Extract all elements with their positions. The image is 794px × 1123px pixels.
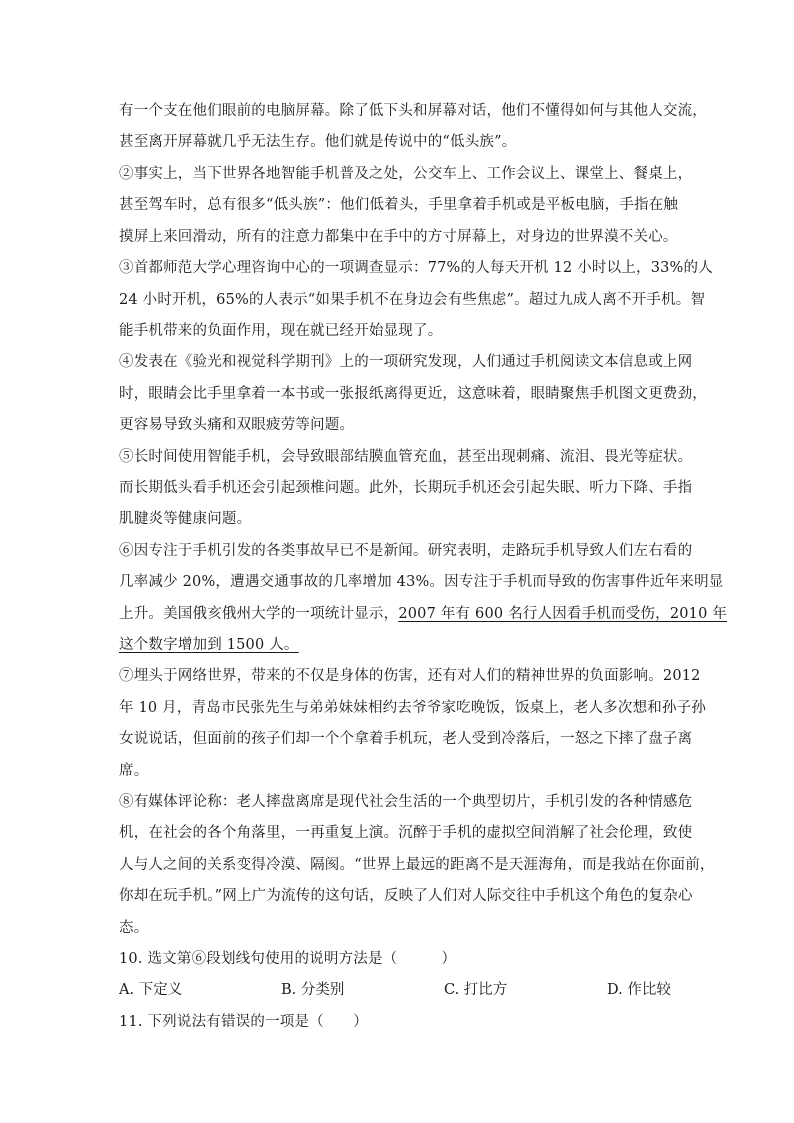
underlined-sentence: 2007 年有 600 名行人因看手机而受伤，2010 年	[398, 606, 728, 622]
passage-line: 甚至驾车时，总有很多“低头族”：他们低着头，手里拿着手机或是平板电脑，手指在触	[119, 197, 679, 213]
passage-line: 机，在社会的各个角落里，一再重复上演。沉醉于手机的虚拟空间消解了社会伦理，致使	[119, 825, 693, 841]
passage-line: 有一个支在他们眼前的电脑屏幕。除了低下头和屏幕对话，他们不懂得如何与其他人交流，	[119, 103, 707, 119]
option-c[interactable]: C. 打比方	[444, 982, 508, 998]
passage-line: ②事实上，当下世界各地智能手机普及之处，公交车上、工作会议上、课堂上、餐桌上，	[119, 166, 693, 182]
passage-line	[119, 635, 679, 655]
passage-line: ④发表在《验光和视觉科学期刊》上的一项研究发现，人们通过手机阅读文本信息或上网	[119, 354, 693, 370]
passage-line: ⑧有媒体评论称：老人摔盘离席是现代社会生活的一个典型切片，手机引发的各种情感危	[119, 794, 693, 810]
question-10-stem: 10. 选文第⑥段划线句使用的说明方法是（ ）	[119, 951, 457, 967]
passage-line: 摸屏上来回滑动，所有的注意力都集中在手中的方寸屏幕上，对身边的世界漠不关心。	[119, 229, 678, 245]
passage-line: 时，眼睛会比手里拿着一本书或一张报纸离得更近，这意味着，眼睛聚焦手机图文更费劲，	[119, 386, 707, 402]
passage-line: ⑦埋头于网络世界，带来的不仅是身体的伤害，还有对人们的精神世界的负面影响。2012	[119, 668, 701, 684]
passage-line: 席。	[119, 763, 149, 779]
passage-line: 态。	[119, 920, 149, 936]
passage-line: 而长期低头看手机还会引起颈椎问题。此外，长期玩手机还会引起失眠、听力下降、手指	[119, 480, 693, 496]
passage-line: 甚至离开屏幕就几乎无法生存。他们就是传说中的“低头族”。	[119, 134, 517, 150]
passage-line: ⑤长时间使用智能手机，会导致眼部结膜血管充血，甚至出现刺痛、流泪、畏光等症状。	[119, 449, 693, 465]
option-a[interactable]: A. 下定义	[119, 982, 183, 998]
passage-line: 你却在玩手机。”网上广为流传的这句话，反映了人们对人际交往中手机这个角色的复杂心	[119, 888, 693, 904]
passage-line: 几率减少 20%，遭遇交通事故的几率增加 43%。因专注于手机而导致的伤害事件近年来明显	[119, 574, 724, 590]
passage-line: 能手机带来的负面作用，现在就已经开始显现了。	[119, 323, 443, 339]
option-d[interactable]: D. 作比较	[607, 982, 671, 998]
underlined-sentence: 这个数字增加到 1500 人。	[119, 637, 299, 653]
passage-line: 女说说话，但面前的孩子们却一个个拿着手机玩，老人受到冷落后，一怒之下摔了盘子离	[119, 731, 693, 747]
passage-line: 肌腱炎等健康问题。	[119, 511, 252, 527]
passage-line: 24 小时开机，65%的人表示“如果手机不在身边会有些焦虑”。超过九成人离不开手机。智	[119, 292, 706, 308]
passage-line: ⑥因专注于手机引发的各类事故早已不是新闻。研究表明，走路玩手机导致人们左右看的	[119, 543, 693, 559]
option-b[interactable]: B. 分类别	[281, 982, 345, 998]
passage-line	[119, 604, 728, 624]
passage-line: 更容易导致头痛和双眼疲劳等问题。	[119, 417, 355, 433]
plain-text: 上升。美国俄亥俄州大学的一项统计显示，	[119, 606, 399, 622]
passage-line: 年 10 月，青岛市民张先生与弟弟妹妹相约去爷爷家吃晚饭，饭桌上，老人多次想和孙子孙	[119, 700, 707, 716]
question-11-stem: 11. 下列说法有错误的一项是（ ）	[119, 1014, 368, 1030]
passage-line: ③首都师范大学心理咨询中心的一项调查显示：77%的人每天开机 12 小时以上，33%的人	[119, 260, 713, 276]
passage-line: 人与人之间的关系变得冷漠、隔阂。“世界上最远的距离不是天涯海角，而是我站在你面前，	[119, 857, 715, 873]
